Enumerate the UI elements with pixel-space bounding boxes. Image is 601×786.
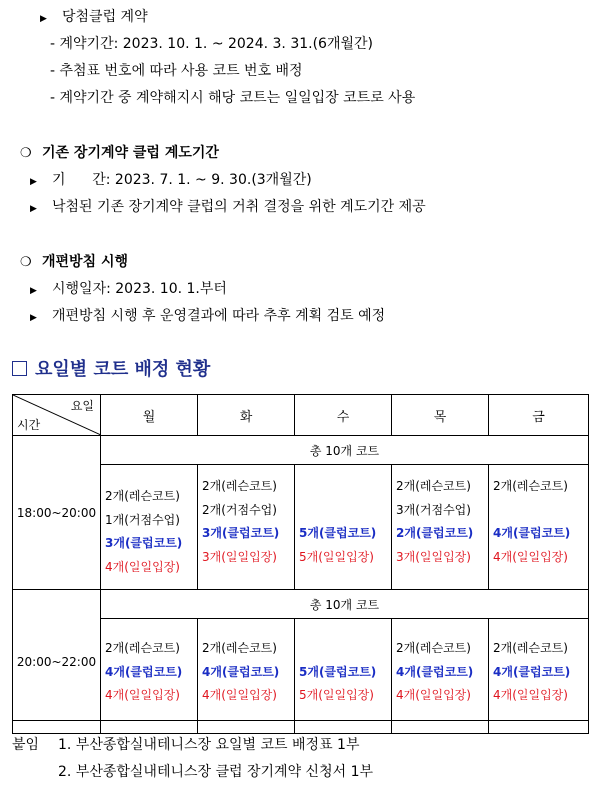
contract-item: - 추첨표 번호에 따라 사용 코트 번호 배정 [50,63,303,79]
attachment-item: 1. 부산종합실내테니스장 요일별 코트 배정표 1부 [58,737,360,753]
triangle-bullet-icon: ▶ [30,313,37,323]
day-header: 목 [392,395,489,436]
corner-cell [13,395,101,436]
circle-bullet-icon: ❍ [20,255,32,270]
square-bullet-icon [12,361,27,376]
day-header: 수 [295,395,392,436]
schedule-cell: 2개(레슨코트) 4개(클럽코트) 4개(일일입장) [101,619,198,734]
day-header: 화 [198,395,295,436]
schedule-table [12,394,589,734]
table-header-row [13,395,589,436]
total-row [13,436,589,465]
reform-heading: ❍ 개편방침 시행 [20,254,129,270]
total-courts: 총 10개 코트 [101,590,589,619]
day-header: 금 [489,395,589,436]
reform-item: ▶ 개편방침 시행 후 운영결과에 따라 추후 계획 검토 예정 [30,307,385,327]
grace-item: ▶ 낙첨된 기존 장기계약 클럽의 거취 결정을 위한 계도기간 제공 [30,198,426,218]
triangle-bullet-icon: ▶ [30,177,37,187]
schedule-cell: 5개(클럽코트) 5개(일일입장) [295,465,392,590]
section-title: 요일별 코트 배정 현황 [12,361,210,379]
schedule-cell: 2개(레슨코트) 4개(클럽코트) 4개(일일입장) [489,465,589,590]
contract-item: - 계약기간: 2023. 10. 1. ~ 2024. 3. 31.(6개월간) [50,36,374,52]
grace-item: ▶ 기 간: 2023. 7. 1. ~ 9. 30.(3개월간) [30,171,312,191]
schedule-cell: 2개(레슨코트) 1개(거점수업) 3개(클럽코트) 4개(일일입장) [101,465,198,590]
divider [12,720,588,721]
contract-heading: ▶ 당첨클럽 계약 [40,8,148,28]
reform-item: ▶ 시행일자: 2023. 10. 1.부터 [30,280,227,300]
grace-heading: ❍ 기존 장기계약 클럽 계도기간 [20,145,219,161]
time-slot: 20:00~22:00 [13,590,101,734]
schedule-cell: 2개(레슨코트) 4개(클럽코트) 4개(일일입장) [198,619,295,734]
triangle-bullet-icon: ▶ [30,286,37,296]
schedule-cell: 5개(클럽코트) 5개(일일입장) [295,619,392,734]
total-row [13,590,589,619]
schedule-cell: 2개(레슨코트) 2개(거점수업) 3개(클럽코트) 3개(일일입장) [198,465,295,590]
schedule-cell: 2개(레슨코트) 4개(클럽코트) 4개(일일입장) [392,619,489,734]
contract-item: - 계약기간 중 계약해지시 해당 코트는 일일입장 코트로 사용 [50,90,416,106]
attachments-label: 붙임 [12,737,40,753]
total-courts: 총 10개 코트 [101,436,589,465]
corner-time-label: 시간 [17,418,41,432]
day-header: 월 [101,395,198,436]
circle-bullet-icon: ❍ [20,146,32,161]
triangle-bullet-icon: ▶ [40,14,47,24]
corner-day-label: 요일 [70,399,94,413]
schedule-cell: 2개(레슨코트) 3개(거점수업) 2개(클럽코트) 3개(일일입장) [392,465,489,590]
time-slot: 18:00~20:00 [13,436,101,590]
attachment-item: 2. 부산종합실내테니스장 클럽 장기계약 신청서 1부 [58,764,373,780]
schedule-cell: 2개(레슨코트) 4개(클럽코트) 4개(일일입장) [489,619,589,734]
triangle-bullet-icon: ▶ [30,204,37,214]
